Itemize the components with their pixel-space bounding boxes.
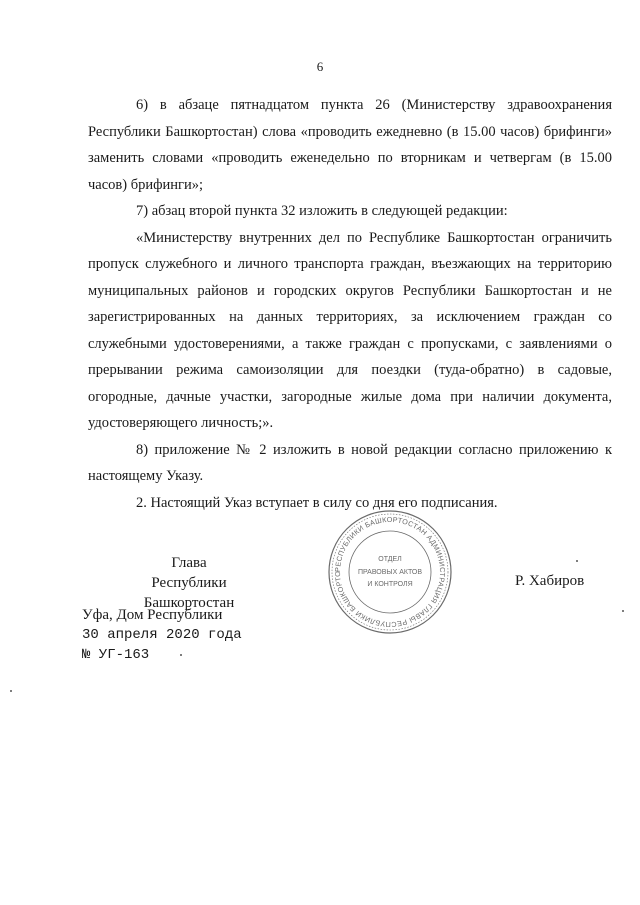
scan-speck — [10, 690, 12, 692]
seal-icon — [326, 508, 454, 636]
signatory-title — [108, 553, 270, 613]
paragraph-effective: 2. Настоящий Указ вступает в силу со дня его подписания. — [136, 494, 498, 511]
document-body — [88, 92, 612, 516]
seal-inner-line1: ОТДЕЛ — [378, 556, 402, 563]
scan-speck — [622, 610, 624, 612]
page-number: 6 — [316, 59, 324, 74]
paragraph-item-8: 8) приложение № 2 изложить в новой редакции согласно приложению к настоящему Указу. — [88, 441, 612, 484]
place-line: Уфа, Дом Республики — [82, 607, 223, 623]
seal-outer-text: РЕСПУБЛИКИ БАШКОРТОСТАН АДМИНИСТРАЦИЯ ГЛАВЫ РЕСПУБЛИКИ БАШКОРТО — [332, 514, 448, 630]
decree-number: № УГ-163 — [82, 647, 150, 663]
seal-inner-line3: И КОНТРОЛЯ — [367, 581, 413, 588]
signatory-title-line2: Республики Башкортостан — [143, 575, 235, 611]
paragraph-item-6: 6) в абзаце пятнадцатом пункта 26 (Министерству здравоохранения Республики Башкортостан) слова «проводить ежедневно (в 15.00 часов) брифинги» заменить словами «проводить еженедельно по вторникам и четвергам (в 15.00 часов) брифинги»; — [88, 97, 612, 193]
date-line: 30 апреля 2020 года — [82, 627, 242, 643]
signatory-title-line1: Глава — [171, 555, 207, 571]
paragraph-quote: «Министерству внутренних дел по Республике Башкортостан ограничить пропуск служебного и личного транспорта граждан, въезжающих на территорию муниципальных районов и городских округов Республики Башкортостан и не зарегистрированных на данных территориях, за исключением граждан со служебными удостоверениями, а также граждан с пропусками, с заявлениями о прерывании режима самоизоляции для поездки (туда-обратно) в садовые, огородные, дачные участки, загородные жилые дома при наличии документа, удостоверяющего личность;». — [88, 229, 612, 431]
seal-inner-line2: ПРАВОВЫХ АКТОВ — [357, 569, 423, 576]
signatory-name: Р. Хабиров — [515, 573, 585, 589]
official-seal — [326, 508, 454, 636]
place-and-date — [82, 605, 242, 665]
paragraph-item-7: 7) абзац второй пункта 32 изложить в следующей редакции: — [136, 203, 508, 219]
scan-speck — [576, 560, 578, 562]
scan-speck — [180, 654, 182, 656]
